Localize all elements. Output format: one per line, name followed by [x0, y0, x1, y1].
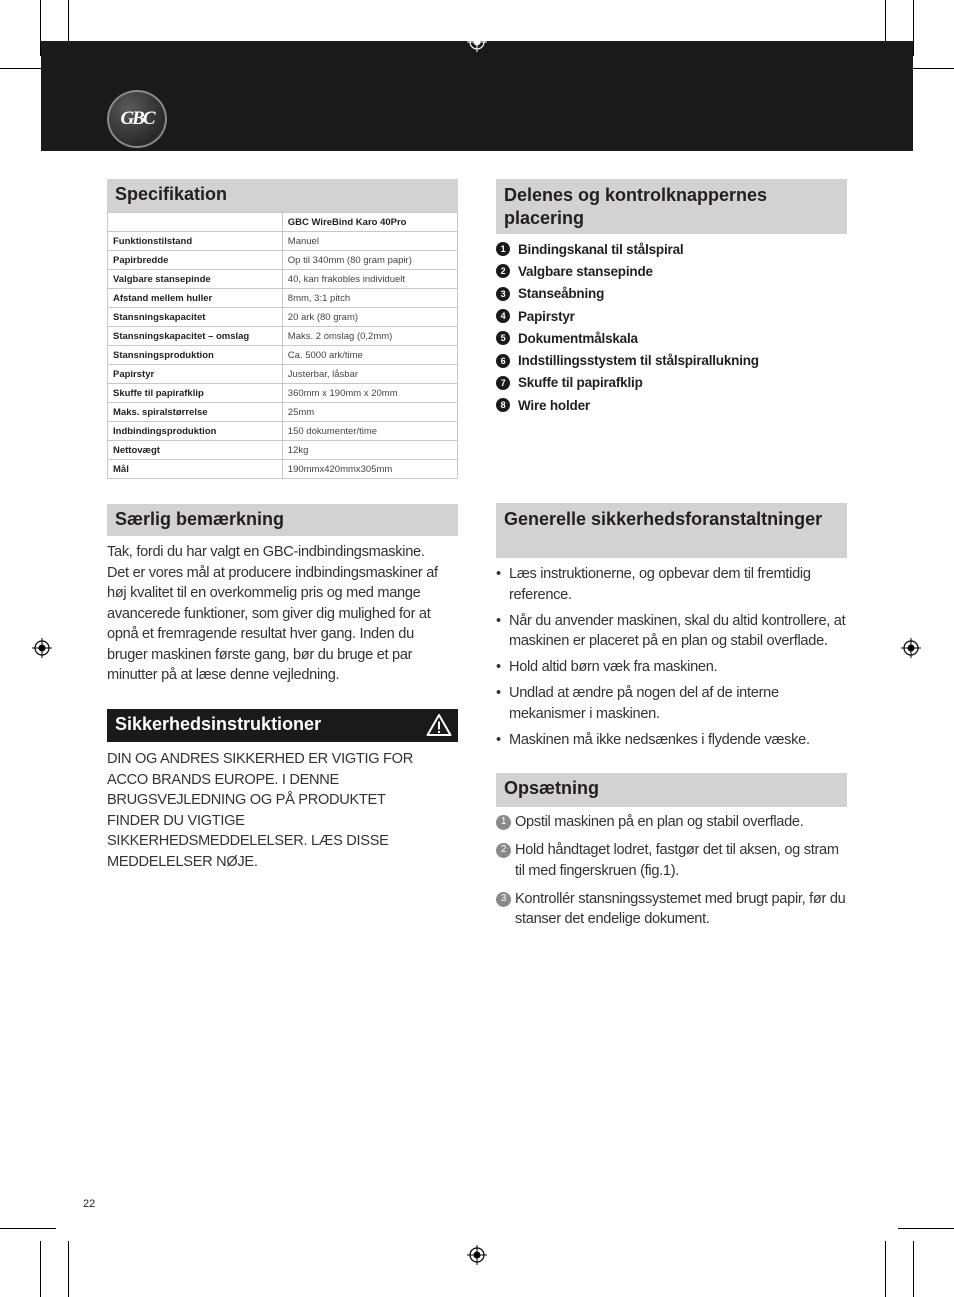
spec-label: Valgbare stansepinde	[108, 270, 283, 289]
part-label: Wire holder	[518, 397, 590, 413]
note-section	[107, 504, 458, 686]
registration-mark-icon	[901, 638, 921, 658]
step-item	[496, 812, 847, 833]
parts-list	[496, 238, 847, 416]
step-text: Kontrollér stansningssystemet med brugt papir, før du stanser det endelige dokument.	[515, 890, 846, 927]
parts-title: Delenes og kontrolknappernes placering	[496, 179, 847, 234]
crop-mark	[898, 1228, 954, 1229]
column-header: GBC WireBind Karo 40Pro	[282, 213, 457, 232]
list-item	[496, 327, 847, 349]
setup-list	[496, 812, 847, 930]
step-number-badge: 3	[496, 892, 511, 907]
part-label: Indstillingsstystem til stålspirallukning	[518, 353, 759, 369]
part-label: Stanseåbning	[518, 286, 605, 302]
list-item	[496, 260, 847, 282]
table-row	[108, 403, 458, 422]
setup-section	[496, 773, 847, 937]
table-row	[108, 346, 458, 365]
table-row	[108, 270, 458, 289]
bullet-item: • Hold altid børn væk fra maskinen.	[496, 657, 847, 678]
step-text: Opstil maskinen på en plan og stabil overflade.	[515, 814, 804, 830]
header-band	[41, 41, 913, 151]
list-item	[496, 238, 847, 260]
table-row	[108, 308, 458, 327]
spec-label: Funktionstilstand	[108, 232, 283, 251]
safety-title-bar	[107, 709, 458, 742]
spec-value: Justerbar, låsbar	[282, 365, 457, 384]
number-badge: 1	[496, 242, 510, 256]
bullet-item: • Når du anvender maskinen, skal du altid kontrollere, at maskinen er placeret på en plan og stabil overflade.	[496, 611, 847, 652]
spec-value: 150 dokumenter/time	[282, 422, 457, 441]
spec-label: Stansningskapacitet	[108, 308, 283, 327]
spec-label: Skuffe til papirafklip	[108, 384, 283, 403]
safety-title: Sikkerhedsinstruktioner	[115, 714, 322, 734]
warning-triangle-icon	[426, 713, 452, 737]
general-title: Generelle sikkerhedsforanstaltninger	[496, 503, 847, 558]
part-label: Papirstyr	[518, 308, 575, 324]
part-label: Valgbare stansepinde	[518, 263, 653, 279]
crop-mark	[68, 1241, 69, 1297]
registration-mark-icon	[467, 1245, 487, 1265]
step-number-badge: 1	[496, 815, 511, 830]
spec-value: Manuel	[282, 232, 457, 251]
step-text: Hold håndtaget lodret, fastgør det til aksen, og stram til med fingerskruen (fig.1).	[515, 842, 839, 879]
spec-value: 190mmx420mmx305mm	[282, 460, 457, 479]
number-badge: 6	[496, 354, 510, 368]
crop-mark	[913, 1241, 914, 1297]
list-item	[496, 283, 847, 305]
part-label: Bindingskanal til stålspiral	[518, 241, 684, 257]
table-row	[108, 460, 458, 479]
spec-value: 8mm, 3:1 pitch	[282, 289, 457, 308]
step-number-badge: 2	[496, 843, 511, 858]
bullet-item: • Undlad at ændre på nogen del af de interne mekanismer i maskinen.	[496, 683, 847, 724]
table-row	[108, 365, 458, 384]
spec-label: Indbindingsproduktion	[108, 422, 283, 441]
spec-value: 40, kan frakobles individuelt	[282, 270, 457, 289]
number-badge: 7	[496, 376, 510, 390]
bullet-item: • Læs instruktionerne, og opbevar dem til fremtidig reference.	[496, 564, 847, 605]
general-section	[496, 503, 847, 756]
spec-value: 360mm x 190mm x 20mm	[282, 384, 457, 403]
spec-label: Nettovægt	[108, 441, 283, 460]
spec-label: Mål	[108, 460, 283, 479]
spec-value: Op til 340mm (80 gram papir)	[282, 251, 457, 270]
crop-mark	[40, 1241, 41, 1297]
spec-label: Stansningskapacitet – omslag	[108, 327, 283, 346]
crop-mark	[0, 1228, 56, 1229]
spec-value: 12kg	[282, 441, 457, 460]
spec-value: Ca. 5000 ark/time	[282, 346, 457, 365]
registration-mark-icon	[467, 32, 487, 52]
general-list	[496, 564, 847, 750]
part-label: Dokumentmålskala	[518, 330, 638, 346]
note-text: Tak, fordi du har valgt en GBC-indbindingsmaskine. Det er vores mål at producere indbindingsmaskiner af høj kvalitet til en overkommelig pris og med mange avancerede funktioner, som giver dig mulighed for at opnå et fremragende resultat hver gang. Inden du bruger maskinen første gang, bør du bruge et par minutter på at læse denne vejledning.	[107, 544, 438, 683]
list-item	[496, 394, 847, 416]
note-title: Særlig bemærkning	[107, 504, 458, 536]
safety-text: DIN OG ANDRES SIKKERHED ER VIGTIG FOR ACCO BRANDS EUROPE. I DENNE BRUGSVEJLEDNING OG PÅ PRODUKTET FINDER DU VIGTIGE SIKKERHEDSMEDDELELSER. LÆS DISSE MEDDELELSER NØJE.	[107, 751, 413, 870]
list-item	[496, 372, 847, 394]
safety-section	[107, 709, 458, 872]
number-badge: 4	[496, 309, 510, 323]
parts-section	[496, 179, 847, 416]
registration-mark-icon	[32, 638, 52, 658]
spec-label: Papirbredde	[108, 251, 283, 270]
list-item	[496, 305, 847, 327]
crop-mark	[913, 0, 914, 56]
spec-label: Afstand mellem huller	[108, 289, 283, 308]
spec-table	[107, 212, 458, 479]
step-item	[496, 840, 847, 881]
spec-value: 25mm	[282, 403, 457, 422]
table-row	[108, 441, 458, 460]
table-row	[108, 289, 458, 308]
number-badge: 2	[496, 264, 510, 278]
setup-title: Opsætning	[496, 773, 847, 807]
spec-label: Stansningsproduktion	[108, 346, 283, 365]
table-row	[108, 232, 458, 251]
spec-value: 20 ark (80 gram)	[282, 308, 457, 327]
spec-label: Maks. spiralstørrelse	[108, 403, 283, 422]
number-badge: 8	[496, 398, 510, 412]
table-row	[108, 422, 458, 441]
spec-title: Specifikation	[107, 179, 458, 212]
list-item	[496, 349, 847, 371]
part-label: Skuffe til papirafklip	[518, 375, 643, 391]
table-header-row	[108, 213, 458, 232]
spec-value: Maks. 2 omslag (0,2mm)	[282, 327, 457, 346]
spec-label: Papirstyr	[108, 365, 283, 384]
page-number: 22	[83, 1198, 96, 1210]
gbc-logo: GBC	[107, 90, 167, 148]
bullet-item: • Maskinen må ikke nedsænkes i flydende væske.	[496, 730, 847, 751]
number-badge: 3	[496, 287, 510, 301]
crop-mark	[885, 1241, 886, 1297]
number-badge: 5	[496, 331, 510, 345]
step-item	[496, 889, 847, 930]
table-row	[108, 384, 458, 403]
table-row	[108, 327, 458, 346]
spec-section	[107, 179, 458, 479]
table-row	[108, 251, 458, 270]
